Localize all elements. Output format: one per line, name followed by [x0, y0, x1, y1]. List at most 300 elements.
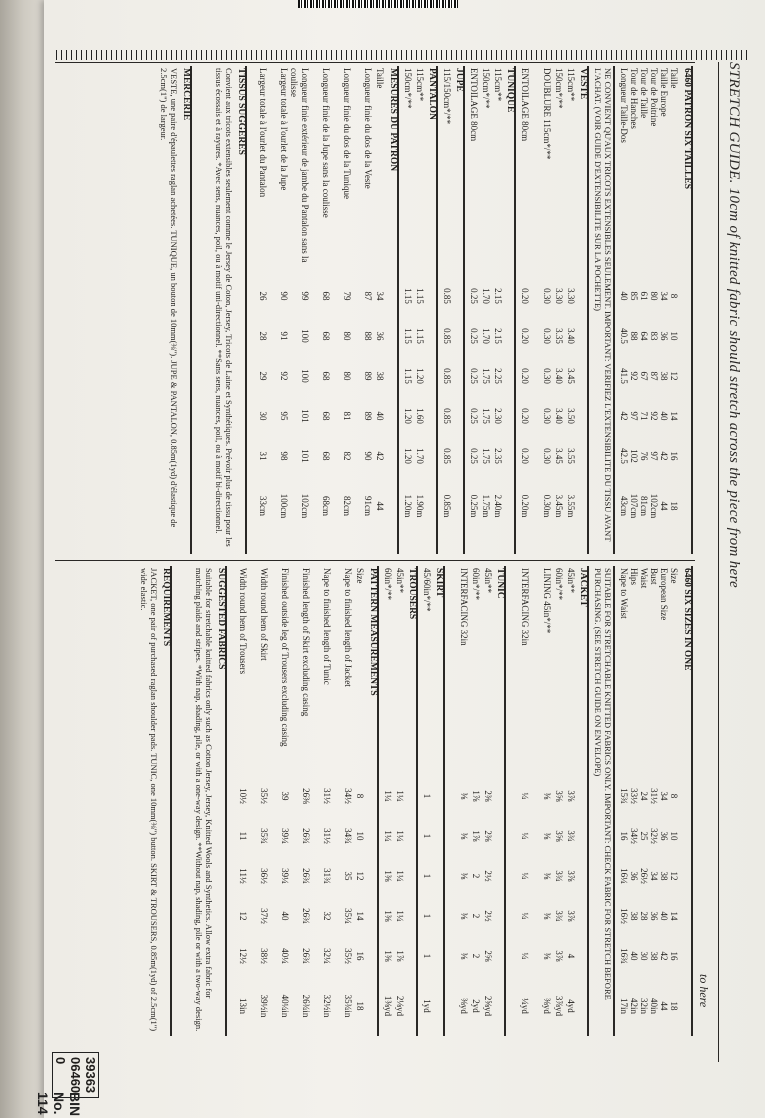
row-value: 3⅞	[554, 950, 564, 962]
measure-value: 34	[375, 291, 385, 301]
measure-value: 91cm	[363, 496, 373, 516]
fabric-note: SUITABLE FOR STRETCHABLE KNITTED FABRICS ONLY. IMPORTANT: CHECK FABRIC FOR STRETCH BEFORE PURCHASING. (SEE STRETCH GUIDE ON ENVELOPE)	[592, 568, 613, 1000]
size-label: Tour de Hanches	[629, 68, 639, 129]
size-value: 97	[649, 451, 659, 461]
measure-value: 18	[355, 1001, 365, 1011]
row-value: 1.75	[481, 448, 491, 464]
row-value: ⅜	[542, 832, 552, 840]
measure-value: 35½	[259, 788, 269, 804]
row-value: 3.50	[566, 408, 576, 424]
row-label: 60in*/**	[471, 568, 481, 601]
size-value: 16	[669, 951, 679, 961]
row-value: 1.15	[403, 328, 413, 344]
row-value: 1.20	[403, 408, 413, 424]
row-value: ⅜	[459, 952, 469, 960]
measure-value: 40	[375, 411, 385, 421]
row-value: 2.35	[493, 448, 503, 464]
measure-label: Finished length of Skirt excluding casing	[301, 568, 311, 717]
row-value: 1.15	[403, 368, 413, 384]
row-value: 2⅝yd	[483, 995, 493, 1017]
row-value: 2yd	[471, 999, 481, 1013]
measure-label: Longueur finie de la Jupe sans la coulisse	[321, 68, 331, 218]
row-value: 0.25	[469, 368, 479, 384]
size-value: 92	[629, 371, 639, 381]
measure-value: 26⅜	[301, 788, 311, 804]
row-value: ⅜	[542, 872, 552, 880]
measure-value: 36	[375, 331, 385, 341]
measure-label: Taille	[375, 68, 385, 89]
row-value: ⅜	[459, 832, 469, 840]
measure-value: 68	[321, 331, 331, 341]
measure-value: 80	[342, 331, 352, 341]
fabrics-text: Convient aux tricots extensibles seulement comme le Jersey de Coton, Jersey, Tricots de Laine et Synthétiques. Prévoir plus de tissu pour les tissus écossais et à rayures. *Avec sens, nuances, poil, ou à motif uni-directionnel. **Sans sens, nuances, poil, ou à motif bi-directionnel.	[213, 68, 234, 547]
size-value: 15¾	[619, 788, 629, 804]
row-value: ¼	[520, 912, 530, 920]
measure-value: 68cm	[321, 496, 331, 516]
measure-value: 37½	[259, 908, 269, 924]
row-value: 2.15	[493, 328, 503, 344]
row-value: 3.55	[566, 448, 576, 464]
measure-value: 32	[322, 911, 332, 921]
measure-value: 99	[300, 291, 310, 301]
requirements-text: JACKET, one pair of purchased raglan shoulder pads. TUNIC, one 10mm(⅜") button. SKIRT & TROUSERS, 0.85m(1yd) of 2.5cm(1") wide elastic.	[138, 568, 159, 1032]
size-value: 18	[669, 1001, 679, 1011]
section-rule	[463, 66, 465, 554]
size-label: Bust	[649, 568, 659, 585]
measure-value: 31½	[322, 828, 332, 844]
section-header: JACKET	[578, 568, 588, 607]
row-value: ¼yd	[520, 998, 530, 1014]
size-value: 38	[649, 951, 659, 961]
row-value: ⅜	[459, 792, 469, 800]
size-value: 25	[639, 831, 649, 841]
size-value: 14	[669, 411, 679, 421]
size-value: 44	[659, 1001, 669, 1011]
size-label: Tour de Taille	[639, 68, 649, 119]
measure-value: 90	[279, 291, 289, 301]
measure-value: 36½	[259, 868, 269, 884]
row-value: 0.20	[520, 288, 530, 304]
measure-value: 80	[342, 371, 352, 381]
measure-value: 26¾	[301, 868, 311, 884]
size-label: Taille Europe	[659, 68, 669, 117]
size-value: 34	[659, 291, 669, 301]
row-value: 3.55m	[566, 494, 576, 518]
row-label: INTERFACING 32in	[520, 568, 530, 646]
measure-value: 26¾in	[301, 994, 311, 1018]
size-value: 38	[629, 911, 639, 921]
size-value: 42in	[629, 997, 639, 1014]
measure-value: 38	[375, 371, 385, 381]
measure-label: Nape to finished length of Tunic	[322, 568, 332, 685]
row-value: 1.15	[415, 288, 425, 304]
row-value: 0.20m	[520, 494, 530, 518]
table-title: 6460 PATRON SIX TAILLES	[682, 68, 692, 189]
row-value: 2⅝	[483, 950, 493, 962]
size-value: 36	[659, 331, 669, 341]
size-label: Longueur Taille-Dos	[619, 68, 629, 143]
size-value: 16¼	[619, 868, 629, 884]
measure-value: 95	[279, 411, 289, 421]
section-header: JUPE	[454, 68, 464, 92]
section-rule	[587, 566, 589, 1036]
row-value: 2	[471, 873, 481, 879]
measurements-header: MESURES DU PATRON	[388, 68, 398, 172]
row-value: 1.15	[415, 328, 425, 344]
measure-value: 38½	[259, 948, 269, 964]
size-value: 42	[659, 951, 669, 961]
size-value: 33½	[629, 788, 639, 804]
row-label: 150cm*/**	[554, 68, 564, 109]
size-value: 12	[669, 871, 679, 881]
row-label: 115cm**	[415, 68, 425, 102]
row-value: 1yd	[422, 999, 432, 1013]
row-value: 1.60	[415, 408, 425, 424]
size-value: 85	[629, 291, 639, 301]
row-value: 1.70	[415, 448, 425, 464]
measure-value: 82	[342, 451, 352, 461]
row-value: 1¼	[383, 790, 393, 802]
row-value: ⅜yd	[459, 998, 469, 1014]
measure-value: 39½in	[259, 994, 269, 1018]
measure-value: 100	[300, 369, 310, 383]
measure-value: 100	[300, 329, 310, 343]
row-value: 0.20	[520, 408, 530, 424]
size-value: 102cm	[649, 493, 659, 519]
measure-value: 31¾	[322, 868, 332, 884]
requirements-header: REQUIREMENTS	[161, 568, 171, 647]
size-value: 28	[639, 911, 649, 921]
measure-value: 44	[375, 501, 385, 511]
measure-value: 8	[355, 793, 365, 799]
size-value: 88	[629, 331, 639, 341]
row-label: 45in**	[395, 568, 405, 594]
size-value: 32in	[639, 997, 649, 1014]
row-label: 45in**	[483, 568, 493, 594]
measure-value: 29	[258, 371, 268, 381]
column-divider-left	[55, 62, 695, 63]
row-value: 3.45	[554, 448, 564, 464]
row-value: 3.40	[554, 408, 564, 424]
measure-value: 100cm	[279, 493, 289, 519]
measure-value: 14	[355, 911, 365, 921]
row-value: 0.25	[469, 408, 479, 424]
measure-label: Width round hem of Skirt	[259, 568, 269, 661]
measure-value: 12½	[238, 948, 248, 964]
row-value: 0.25	[469, 288, 479, 304]
stretch-guide-rule	[718, 62, 719, 1062]
row-value: 1	[422, 873, 432, 879]
size-value: 71	[639, 411, 649, 421]
measure-value: 13in	[238, 997, 248, 1014]
row-value: 0.30	[542, 408, 552, 424]
row-value: 3.45	[566, 368, 576, 384]
row-value: ¼	[520, 832, 530, 840]
measure-label: Finished outside leg of Trousers excluding casing	[280, 568, 290, 747]
size-value: 38	[659, 871, 669, 881]
size-label: Waist	[639, 568, 649, 589]
row-value: 3.40	[566, 328, 576, 344]
size-value: 64	[639, 331, 649, 341]
section-rule	[436, 66, 438, 554]
fabrics-header: TISSUS SUGGERES	[236, 68, 246, 155]
row-value: 1.20	[415, 368, 425, 384]
section-header: PANTALON	[427, 68, 437, 120]
size-value: 81cm	[639, 496, 649, 516]
measure-label: Nape to finished length of Jacket	[343, 568, 353, 687]
size-value: 12	[669, 371, 679, 381]
size-value: 40.5	[619, 328, 629, 344]
size-value: 67	[639, 371, 649, 381]
row-value: 2.25	[493, 368, 503, 384]
measure-value: 35½	[343, 948, 353, 964]
row-value: 0.25m	[469, 494, 479, 518]
measure-value: 89	[363, 411, 373, 421]
size-label: Hips	[629, 568, 639, 586]
size-value: 24	[639, 791, 649, 801]
size-value: 40	[619, 291, 629, 301]
row-value: 3¾	[554, 870, 564, 882]
size-value: 42	[659, 451, 669, 461]
size-value: 17in	[619, 997, 629, 1014]
row-value: 4yd	[566, 999, 576, 1013]
row-value: 3⅞yd	[554, 995, 564, 1017]
row-value: ¼	[520, 872, 530, 880]
measure-value: 10	[355, 831, 365, 841]
size-value: 10	[669, 331, 679, 341]
measure-value: 89	[363, 371, 373, 381]
measure-value: 68	[321, 411, 331, 421]
size-value: 34	[649, 871, 659, 881]
row-value: 2.40m	[493, 494, 503, 518]
size-value: 40in	[649, 997, 659, 1014]
row-value: 1¼	[395, 830, 405, 842]
measure-label: Longueur finie du dos de la Tunique	[342, 68, 352, 199]
measure-value: 12	[355, 871, 365, 881]
measure-value: 26¾	[301, 828, 311, 844]
row-value: 3⅝	[554, 830, 564, 842]
row-value: 0.85	[442, 288, 452, 304]
row-value: 1⅞	[471, 830, 481, 842]
row-value: 1.20	[403, 448, 413, 464]
row-label: 150cm*/**	[403, 68, 413, 109]
measure-value: 10½	[238, 788, 248, 804]
note-rule	[613, 66, 615, 554]
row-value: 1¼	[395, 910, 405, 922]
section-header: SKIRT	[434, 568, 444, 598]
row-value: ⅜yd	[542, 998, 552, 1014]
row-label: INTERFACING 32in	[459, 568, 469, 646]
row-value: 4	[566, 953, 576, 959]
row-value: 2½	[483, 910, 493, 922]
size-value: 14	[669, 911, 679, 921]
section-rule	[504, 566, 506, 1036]
measure-value: 40¼in	[280, 994, 290, 1018]
size-value: 36	[649, 911, 659, 921]
row-value: 3.45m	[554, 494, 564, 518]
row-value: ⅜	[542, 912, 552, 920]
row-value: 1	[422, 953, 432, 959]
measure-value: 90	[363, 451, 373, 461]
row-value: 3.30	[566, 288, 576, 304]
size-value: 61	[639, 291, 649, 301]
row-label: 45in**	[566, 568, 576, 594]
row-label: 60in*/**	[554, 568, 564, 601]
row-value: 3.35	[554, 328, 564, 344]
size-value: 107cm	[629, 493, 639, 519]
measure-value: 35¼	[343, 908, 353, 924]
requirements-rule	[190, 66, 192, 554]
row-value: ⅜	[459, 872, 469, 880]
measure-value: 92	[279, 371, 289, 381]
size-value: 10	[669, 831, 679, 841]
measure-value: 28	[258, 331, 268, 341]
measure-value: 91	[279, 331, 289, 341]
measure-value: 33cm	[258, 496, 268, 516]
row-value: 0.20	[520, 448, 530, 464]
section-rule	[514, 66, 516, 554]
measure-value: 34¾	[343, 828, 353, 844]
section-rule	[443, 566, 445, 1036]
row-value: ⅜	[542, 952, 552, 960]
size-value: 34½	[629, 828, 639, 844]
row-value: 0.30	[542, 288, 552, 304]
row-value: 1	[422, 833, 432, 839]
stretch-guide: STRETCH GUIDE. 10cm of knitted fabric should stretch across the piece from here	[726, 62, 742, 588]
row-value: 2⅜	[483, 790, 493, 802]
row-value: 1¼	[383, 830, 393, 842]
size-label: Size	[669, 568, 679, 584]
top-barcode	[298, 0, 458, 8]
size-value: 8	[669, 293, 679, 299]
barcode-number: 39363 06460 0	[52, 1052, 99, 1098]
edge-ticks	[55, 50, 747, 60]
measure-label: Largeur totale à l'ourlet du Pantalon	[258, 68, 268, 198]
row-label: 60in*/**	[383, 568, 393, 601]
measure-value: 79	[342, 291, 352, 301]
row-value: 1	[422, 913, 432, 919]
size-label: Tour de Poitrine	[649, 68, 659, 127]
measure-value: 12	[238, 911, 248, 921]
size-value: 16	[669, 451, 679, 461]
row-value: 2½	[483, 870, 493, 882]
row-value: 1⅜	[383, 910, 393, 922]
measure-value: 16	[355, 951, 365, 961]
size-value: 80	[649, 291, 659, 301]
size-value: 92	[649, 411, 659, 421]
row-value: 1⅜yd	[383, 995, 393, 1017]
size-value: 18	[669, 501, 679, 511]
measure-label: Size	[355, 568, 365, 584]
measure-value: 26¾	[301, 908, 311, 924]
measure-value: 39	[280, 791, 290, 801]
size-value: 40	[659, 911, 669, 921]
row-value: 0.20	[520, 328, 530, 344]
row-value: ⅜	[542, 792, 552, 800]
row-value: 0.85m	[442, 494, 452, 518]
size-label: Taille	[669, 68, 679, 89]
row-value: 0.85	[442, 408, 452, 424]
section-rule	[587, 66, 589, 554]
measure-label: Longueur finie du dos de la Veste	[363, 68, 373, 189]
size-value: 16	[619, 831, 629, 841]
row-value: 3⅞	[566, 790, 576, 802]
measure-value: 32½in	[322, 994, 332, 1018]
row-value: 3⅞	[566, 870, 576, 882]
size-value: 36	[659, 831, 669, 841]
measure-value: 26¾	[301, 948, 311, 964]
measure-value: 32¼	[322, 948, 332, 964]
row-value: 0.85	[442, 368, 452, 384]
measure-value: 98	[279, 451, 289, 461]
section-header: TUNIC	[495, 568, 505, 599]
measure-value: 39¼	[280, 868, 290, 884]
measure-value: 102cm	[300, 493, 310, 519]
row-value: ¼	[520, 952, 530, 960]
row-value: 2⅜	[483, 830, 493, 842]
size-value: 97	[629, 411, 639, 421]
row-label: 45/60in*/**	[422, 568, 432, 612]
row-value: 0.25	[469, 328, 479, 344]
row-label: LINING 45in*/**	[542, 568, 552, 634]
measure-value: 35	[343, 871, 353, 881]
row-value: 0.85	[442, 448, 452, 464]
measure-value: 26	[258, 291, 268, 301]
section-rule	[416, 566, 418, 1036]
row-value: 1.70	[481, 328, 491, 344]
row-value: 1¼	[395, 790, 405, 802]
row-value: 0.20	[520, 368, 530, 384]
note-rule	[613, 566, 615, 1036]
requirements-text: VESTE, une paire d'épaulettes raglan achetées. TUNIQUE, un bouton de 10mm(⅜"). JUPE & PANTALON, 0.85m(1yd) d'élastique de 2.5cm(1") de largeur.	[158, 68, 179, 528]
row-label: DOUBLURE 115cm*/**	[542, 68, 552, 160]
measure-label: Largeur totale à l'ourlet de la Jupe	[279, 68, 289, 191]
row-value: 2	[471, 913, 481, 919]
row-value: 3¾	[554, 910, 564, 922]
row-value: ⅜	[459, 912, 469, 920]
measure-value: 101	[300, 409, 310, 423]
size-value: 32½	[649, 828, 659, 844]
row-value: 1.75	[481, 408, 491, 424]
measure-label: Width round hem of Trousers	[238, 568, 248, 675]
row-label: 115cm**	[493, 68, 503, 102]
measure-value: 68	[321, 371, 331, 381]
measure-value: 11½	[238, 868, 248, 884]
measure-value: 68	[321, 291, 331, 301]
section-header: VESTE	[578, 68, 588, 100]
size-value: 40	[659, 411, 669, 421]
row-value: 1.20m	[403, 494, 413, 518]
row-label: ENTOILAGE 80cm	[469, 68, 479, 142]
measure-value: 101	[300, 449, 310, 463]
bin-number: BIN No. 114	[35, 1092, 83, 1117]
row-value: 3⅝	[554, 790, 564, 802]
row-value: 3⅞	[566, 910, 576, 922]
size-value: 31½	[649, 788, 659, 804]
row-label: 150cm*/**	[481, 68, 491, 109]
fabrics-header: SUGGESTED FABRICS	[216, 568, 226, 670]
measure-value: 35¾	[259, 828, 269, 844]
size-value: 38	[659, 371, 669, 381]
row-value: 1⅞	[471, 790, 481, 802]
measure-value: 68	[321, 451, 331, 461]
row-value: 1⅞	[395, 950, 405, 962]
size-value: 16¾	[619, 948, 629, 964]
row-value: 1.70	[481, 288, 491, 304]
row-value: 2.30	[493, 408, 503, 424]
row-label: ENTOILAGE 80cm	[520, 68, 530, 142]
size-value: 83	[649, 331, 659, 341]
